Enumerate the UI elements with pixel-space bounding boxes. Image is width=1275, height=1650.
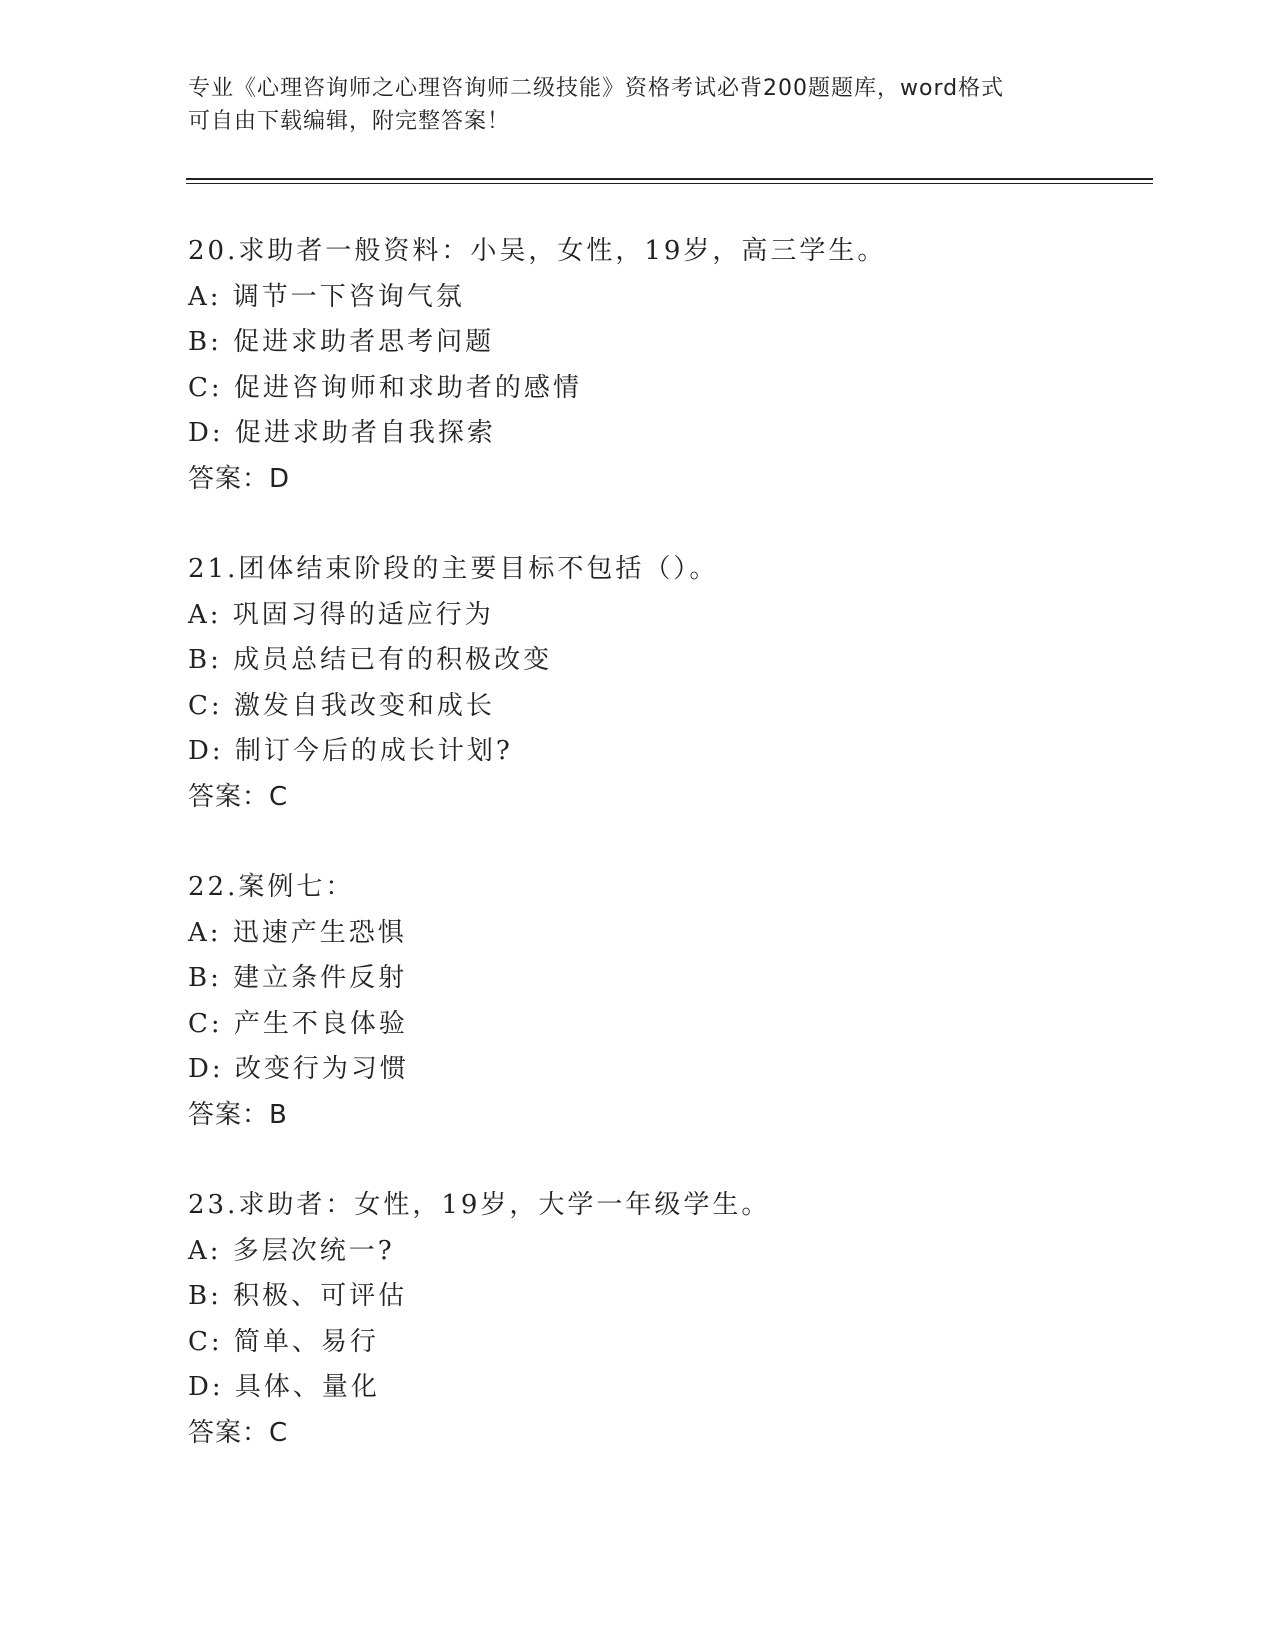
option-b: B: 成员总结已有的积极改变	[188, 645, 553, 675]
option-c: C: 促进咨询师和求助者的感情	[188, 372, 582, 403]
option-b: B: 促进求助者思考问题	[188, 327, 495, 357]
option-b: B: 积极、可评估	[188, 1281, 408, 1311]
question-title: 23.求助者：女性，19岁，大学一年级学生。	[188, 1190, 771, 1220]
question-block	[188, 229, 1148, 502]
option-c: C: 产生不良体验	[188, 1008, 408, 1039]
option-b: B: 建立条件反射	[188, 963, 408, 993]
question-title: 22.案例七：	[188, 872, 355, 902]
option-d: D: 制订今后的成长计划?	[188, 736, 513, 766]
option-a: A: 迅速产生恐惧	[188, 917, 407, 948]
question-block	[188, 547, 1148, 820]
answer-line	[188, 1411, 1148, 1457]
answer-label: 答案：	[188, 1417, 270, 1448]
answer-value: C	[269, 1417, 289, 1448]
answer-line	[188, 457, 1148, 503]
option-d: D: 改变行为习惯	[188, 1054, 409, 1084]
option-a: A: 多层次统一?	[188, 1235, 395, 1266]
option-c: C: 简单、易行	[188, 1326, 379, 1357]
answer-value: C	[269, 781, 289, 812]
question-block	[188, 1183, 1148, 1456]
header-divider	[186, 178, 1153, 184]
document-header	[188, 72, 1088, 138]
option-d: D: 具体、量化	[188, 1372, 380, 1402]
answer-value: D	[269, 463, 291, 494]
question-title: 21.团体结束阶段的主要目标不包括（）。	[188, 554, 719, 584]
answer-label: 答案：	[188, 463, 270, 494]
header-line-2: 可自由下载编辑，附完整答案！	[188, 109, 511, 134]
header-line-1: 专业《心理咨询师之心理咨询师二级技能》资格考试必背200题题库，word格式	[188, 76, 1005, 101]
question-title: 20.求助者一般资料：小吴，女性，19岁，高三学生。	[188, 236, 887, 266]
option-d: D: 促进求助者自我探索	[188, 418, 496, 448]
option-c: C: 激发自我改变和成长	[188, 690, 495, 721]
answer-value: B	[269, 1099, 288, 1130]
question-block	[188, 865, 1148, 1138]
answer-line	[188, 1093, 1148, 1139]
option-a: A: 调节一下咨询气氛	[188, 281, 465, 312]
answer-label: 答案：	[188, 781, 270, 812]
option-a: A: 巩固习得的适应行为	[188, 599, 494, 630]
answer-line	[188, 775, 1148, 821]
answer-label: 答案：	[188, 1099, 270, 1130]
